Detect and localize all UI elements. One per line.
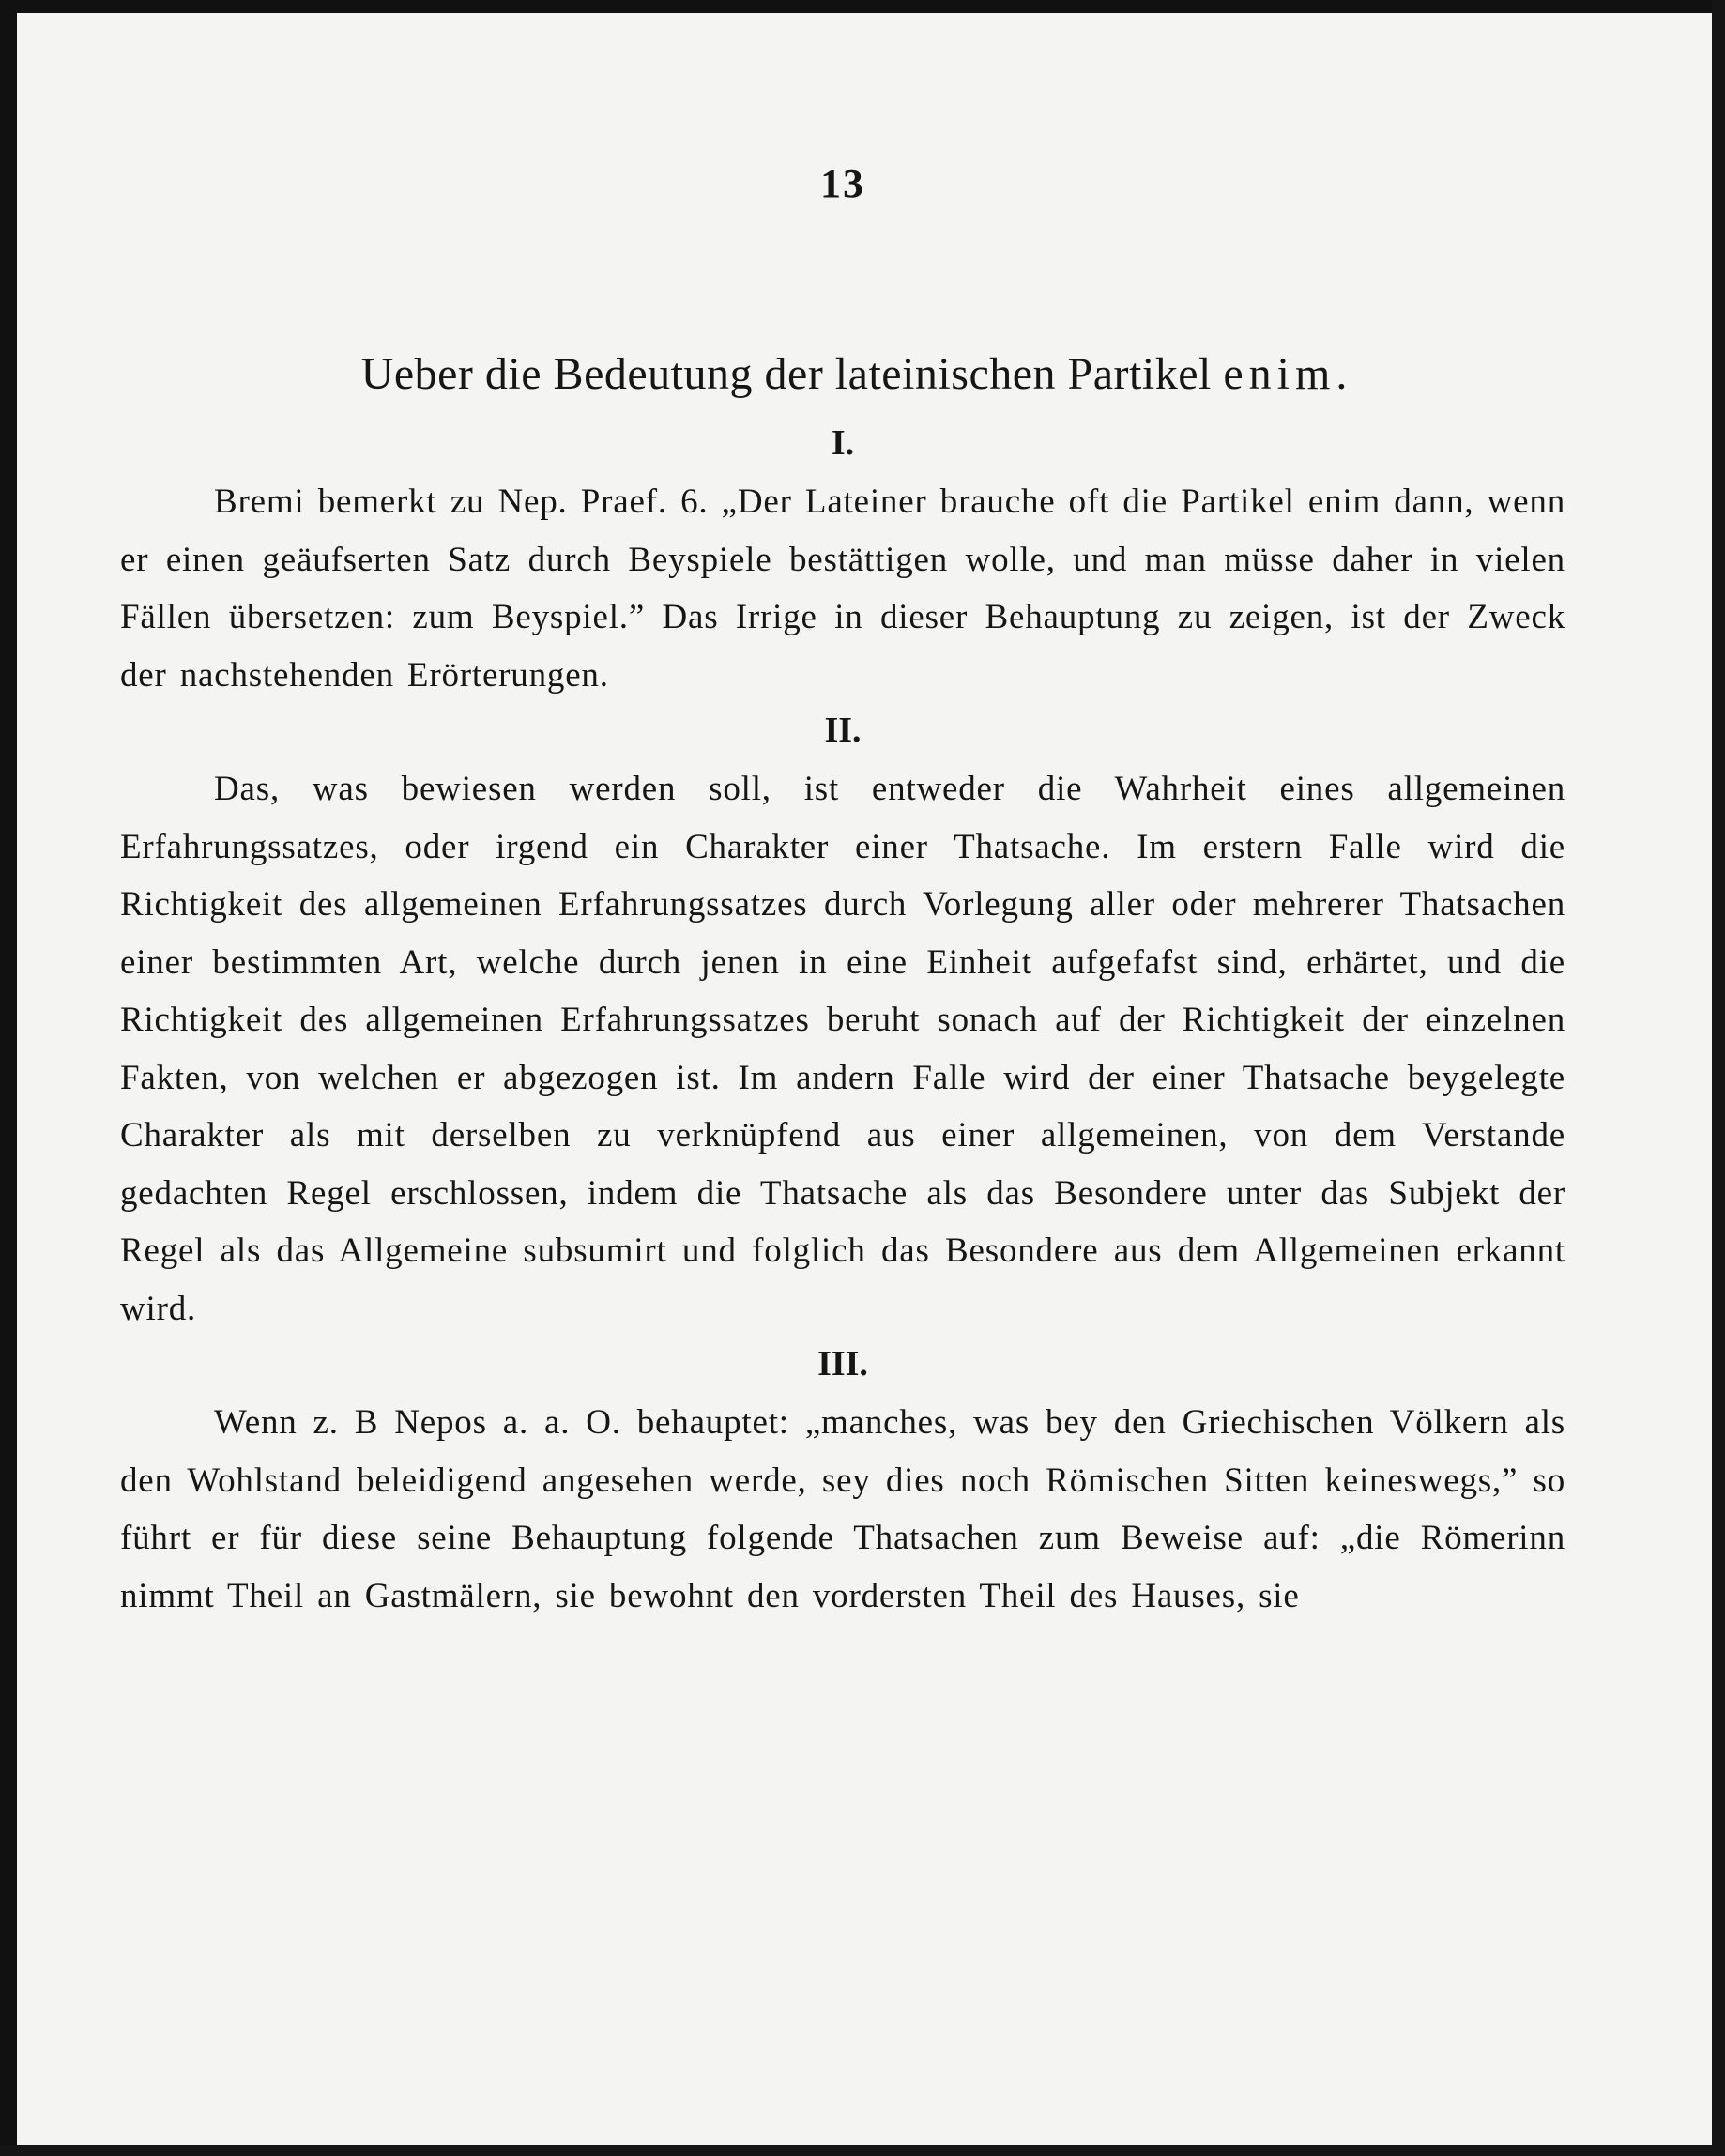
chapter-title — [148, 348, 1565, 400]
section-numeral-1: I. — [831, 423, 855, 463]
section-numeral-3: III. — [817, 1344, 868, 1384]
section-numeral-2: II. — [824, 711, 862, 750]
section-1-paragraph: Bremi bemerkt zu Nep. Praef. 6. „Der Lateiner brauche oft die Partikel enim dann, wenn er einen geäufserten Satz durch Beyspiele bestättigen wolle, und man müsse daher in vielen Fällen übersetzen: zum Beyspiel.” Das Irrige in dieser Behauptung zu zeigen, ist der Zweck der nachstehenden Erörterungen. — [120, 482, 1565, 695]
section-2-paragraph: Das, was bewiesen werden soll, ist entweder die Wahrheit eines allgemeinen Erfahrungssatzes, oder irgend ein Charakter einer Thatsache. Im erstern Falle wird die Richtigkeit des allgemeinen Erfahrungssatzes durch Vorlegung aller oder mehrerer Thatsachen einer bestimmten Art, welche durch jenen in eine Einheit aufgefafst sind, erhärtet, und die Richtigkeit des allgemeinen Erfahrungssatzes beruht sonach auf der Richtigkeit der einzelnen Fakten, von welchen er abgezogen ist. Im andern Falle wird der einer Thatsache beygelegte Charakter als mit derselben zu verknüpfend aus einer allgemeinen, von dem Verstande gedachten Regel erschlossen, indem die Thatsache als das Besondere unter das Subjekt der Regel als das Allgemeine subsumirt und folglich das Besondere aus dem Allgemeinen erkannt wird. — [120, 770, 1565, 1328]
scan-frame-bottom — [0, 2145, 1725, 2156]
scan-frame-top — [0, 0, 1725, 13]
section-3-paragraph: Wenn z. B Nepos a. a. O. behauptet: „manches, was bey den Griechischen Völkern als den Wohlstand beleidigend angesehen werde, sey dies noch Römischen Sitten keineswegs,” so führt er für diese seine Behauptung folgende Thatsachen zum Beweise auf: „die Römerinn nimmt Theil an Gastmälern, sie bewohnt den vordersten Theil des Hauses, sie — [120, 1403, 1565, 1615]
scan-frame-right — [1712, 0, 1725, 2156]
scan-frame-left — [0, 0, 17, 2156]
chapter-title-main: Ueber die Bedeutung der lateinischen Partikel — [360, 349, 1212, 399]
chapter-title-keyword: enim. — [1223, 349, 1353, 399]
page-content — [120, 160, 1565, 1625]
page-number: 13 — [820, 161, 865, 206]
